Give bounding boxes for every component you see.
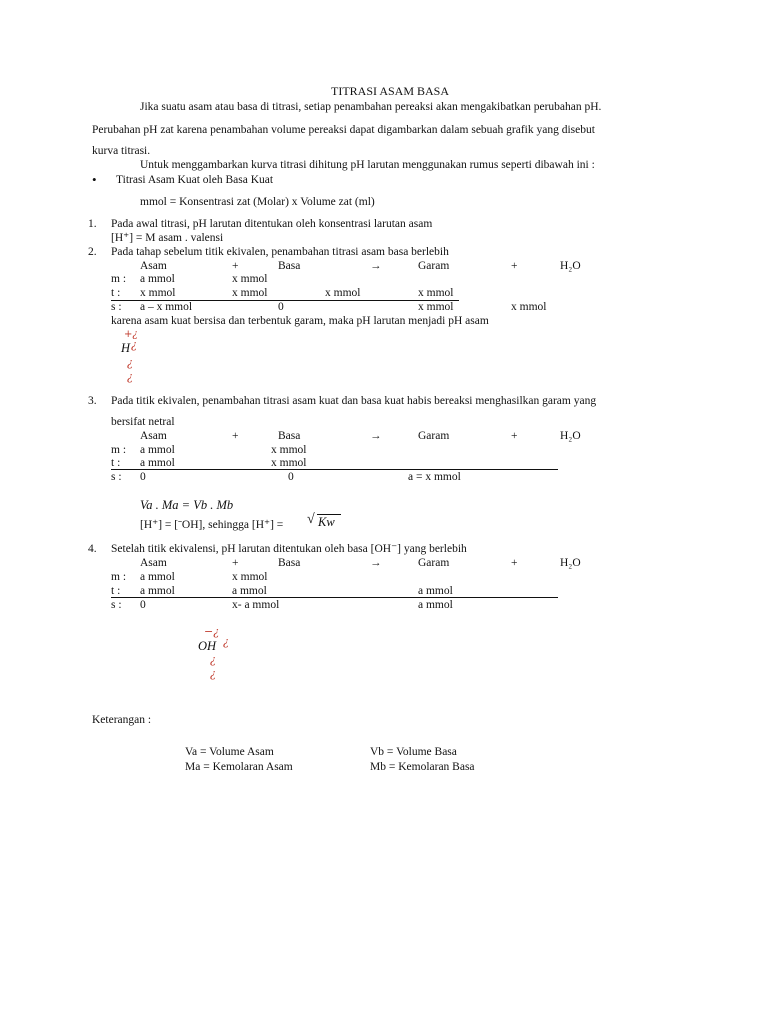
step-3-eq-h-oh: [H⁺] = [ˉOH], sehingga [H⁺] = (140, 519, 284, 531)
step-4-t-garam: a mmol (418, 585, 453, 597)
step-3-header-plus-1: + (232, 430, 239, 442)
step-2-t-asam: x mmol (140, 287, 176, 299)
step-2-header-asam: Asam (140, 260, 167, 272)
step-3-m-asam: a mmol (140, 444, 175, 456)
step-2-m-label: m : (111, 273, 127, 285)
step-2-glyph-sup: +¿ (124, 329, 138, 340)
step-4-number: 4. (88, 543, 97, 555)
step-4-s-asam: 0 (140, 599, 146, 611)
step-1-number: 1. (88, 218, 97, 230)
intro-line-3: kurva titrasi. (92, 145, 151, 157)
step-2-t-garam: x mmol (418, 287, 454, 299)
keterangan-label: Keterangan : (92, 714, 152, 726)
step-4-header-garam: Garam (418, 557, 450, 569)
step-2-s-basa: 0 (278, 301, 284, 313)
step-3-t-asam: a mmol (140, 457, 175, 469)
step-3-t-basa: x mmol (271, 457, 307, 469)
step-3-header-plus-2: + (511, 430, 518, 442)
step-4-m-label: m : (111, 571, 127, 583)
step-3-m-label: m : (111, 444, 127, 456)
intro-line-2: Perubahan pH zat karena penambahan volume pereaksi dapat digambarkan dalam sebuah grafik yang disebut (92, 124, 595, 136)
step-4-glyph-oh: OH (198, 639, 217, 653)
step-3-header-arrow: → (370, 430, 382, 442)
step-2-t-label: t : (111, 287, 121, 299)
step-3-t-label: t : (111, 457, 121, 469)
step-2-t-basa: x mmol (232, 287, 268, 299)
step-3-header-h2o: H₂O (560, 430, 581, 442)
step-3-eq-va-ma: Va . Ma = Vb . Mb (140, 498, 234, 512)
step-2-glyph-q2: ¿ (127, 370, 133, 383)
step-4-text: Setelah titik ekivalensi, pH larutan ditentukan oleh basa [OH⁻] yang berlebih (111, 543, 467, 555)
step-2-s-h2o: x mmol (511, 301, 547, 313)
step-2-text: Pada tahap sebelum titik ekivalen, penambahan titrasi asam basa berlebih (111, 246, 449, 258)
step-4-header-asam: Asam (140, 557, 167, 569)
step-2-t-arrow-col: x mmol (325, 287, 361, 299)
step-4-glyph-sup: −¿ (204, 625, 220, 638)
intro-line-1: Jika suatu asam atau basa di titrasi, setiap penambahan pereaksi akan mengakibatkan perubahan pH. (140, 101, 602, 113)
step-3-number: 3. (88, 395, 97, 407)
step-3-m-basa: x mmol (271, 444, 307, 456)
step-4-header-h2o: H₂O (560, 557, 581, 569)
step-3-s-label: s : (111, 471, 122, 483)
step-2-header-h2o: H₂O (560, 260, 581, 272)
step-4-t-label: t : (111, 585, 121, 597)
step-2-glyph-mark: ¿ (131, 338, 137, 351)
step-4-s-basa: x- a mmol (232, 599, 280, 611)
step-4-m-basa: x mmol (232, 571, 268, 583)
step-2-number: 2. (88, 246, 97, 258)
step-3-divider (111, 469, 558, 470)
step-1-text: Pada awal titrasi, pH larutan ditentukan oleh konsentrasi larutan asam (111, 218, 433, 230)
step-2-m-asam: a mmol (140, 273, 175, 285)
step-3-text: Pada titik ekivalen, penambahan titrasi asam kuat dan basa kuat habis bereaksi menghasilkan garam yang (111, 395, 597, 407)
step-2-glyph-h: H (121, 341, 131, 355)
step-4-t-basa: a mmol (232, 585, 267, 597)
mmol-formula: mmol = Konsentrasi zat (Molar) x Volume zat (ml) (140, 196, 375, 208)
step-3-header-basa: Basa (278, 430, 301, 442)
step-4-glyph-mark: ¿ (223, 635, 229, 648)
bullet-text: Titrasi Asam Kuat oleh Basa Kuat (116, 174, 274, 186)
step-2-s-garam: x mmol (418, 301, 454, 313)
step-3-header-asam: Asam (140, 430, 167, 442)
legend-ma: Ma = Kemolaran Asam (185, 761, 293, 773)
step-3-s-garam: a = x mmol (408, 471, 461, 483)
step-2-header-garam: Garam (418, 260, 450, 272)
step-2-header-plus-1: + (232, 260, 239, 272)
step-3-s-asam: 0 (140, 471, 146, 483)
step-4-header-plus-2: + (511, 557, 518, 569)
step-2-glyph-q1: ¿ (127, 356, 133, 369)
step-4-divider (111, 597, 558, 598)
step-4-glyph-q2: ¿ (210, 667, 216, 680)
legend-mb: Mb = Kemolaran Basa (370, 761, 475, 773)
step-4-header-arrow: → (370, 557, 382, 569)
bullet-icon: • (92, 172, 97, 187)
step-4-glyph-q1: ¿ (210, 653, 216, 666)
page-title: TITRASI ASAM BASA (331, 84, 450, 98)
step-3-s-basa: 0 (288, 471, 294, 483)
legend-vb: Vb = Volume Basa (370, 746, 457, 758)
step-1-formula: [H⁺] = M asam . valensi (111, 232, 224, 244)
step-4-s-label: s : (111, 599, 122, 611)
step-4-s-garam: a mmol (418, 599, 453, 611)
step-4-header-basa: Basa (278, 557, 301, 569)
intro-line-4: Untuk menggambarkan kurva titrasi dihitung pH larutan menggunakan rumus seperti dibawah ini : (140, 159, 595, 171)
sqrt-symbol-icon: √ (307, 512, 315, 527)
step-2-m-basa: x mmol (232, 273, 268, 285)
sqrt-argument: Kw (318, 515, 335, 529)
step-4-header-plus-1: + (232, 557, 239, 569)
step-2-header-plus-2: + (511, 260, 518, 272)
step-2-s-asam: a – x mmol (140, 301, 193, 313)
step-2-header-basa: Basa (278, 260, 301, 272)
step-4-t-asam: a mmol (140, 585, 175, 597)
step-3-text-2: bersifat netral (111, 416, 175, 428)
step-4-m-asam: a mmol (140, 571, 175, 583)
step-2-note: karena asam kuat bersisa dan terbentuk garam, maka pH larutan menjadi pH asam (111, 315, 489, 327)
legend-va: Va = Volume Asam (185, 746, 274, 758)
step-2-header-arrow: → (370, 260, 382, 272)
step-2-s-label: s : (111, 301, 122, 313)
step-3-header-garam: Garam (418, 430, 450, 442)
